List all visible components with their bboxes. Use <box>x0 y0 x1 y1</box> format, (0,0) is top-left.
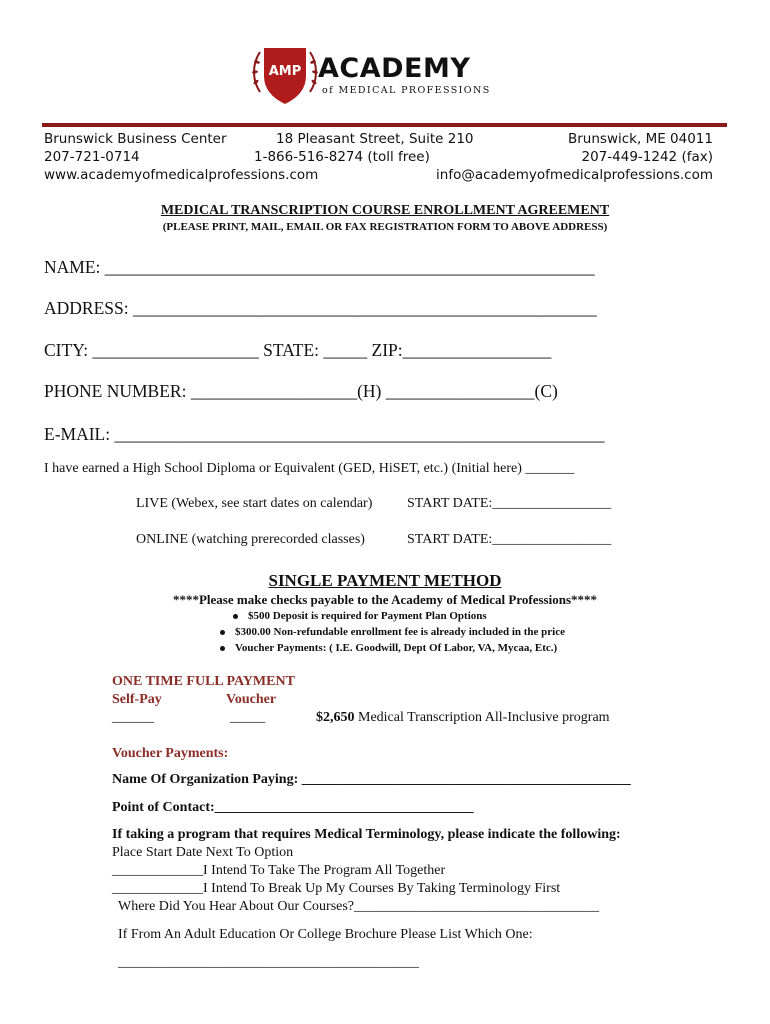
place-start-date-instruction: Place Start Date Next To Option <box>112 845 294 860</box>
hear-about-field[interactable]: Where Did You Hear About Our Courses?___________________________________ <box>118 899 600 914</box>
header-email[interactable]: info@academyofmedicalprofessions.com <box>436 167 713 183</box>
bullet-icon <box>220 646 225 651</box>
logo-name: ACADEMY <box>318 53 471 84</box>
brochure-question: If From An Adult Education Or College Brochure Please List Which One: <box>118 927 533 942</box>
bullet-enrollment-fee: $300.00 Non-refundable enrollment fee is already included in the price <box>220 626 565 638</box>
form-subtitle: (PLEASE PRINT, MAIL, EMAIL OR FAX REGISTRATION FORM TO ABOVE ADDRESS) <box>162 221 608 233</box>
bullet-icon <box>220 630 225 635</box>
bullet-voucher-payments: Voucher Payments: ( I.E. Goodwill, Dept Of Labor, VA, Mycaa, Etc.) <box>220 642 557 654</box>
academy-emblem-icon <box>250 42 320 108</box>
online-option-label: ONLINE (watching prerecorded classes) <box>136 532 365 547</box>
option-all-together-field[interactable]: _____________I Intend To Take The Program All Together <box>112 863 446 878</box>
address-field[interactable]: ADDRESS: _____________________________________________________ <box>44 298 597 318</box>
header-line-1-center: 18 Pleasant Street, Suite 210 <box>276 131 474 147</box>
phone-field[interactable]: PHONE NUMBER: ___________________(H) _________________(C) <box>44 381 558 401</box>
voucher-payments-heading: Voucher Payments: <box>112 746 229 761</box>
self-pay-blank[interactable]: ______ <box>112 710 154 725</box>
city-state-zip-field[interactable]: CITY: ___________________ STATE: _____ ZIP:_________________ <box>44 340 552 360</box>
name-field[interactable]: NAME: ________________________________________________________ <box>44 257 595 277</box>
diploma-initial-field[interactable]: I have earned a High School Diploma or Equivalent (GED, HiSET, etc.) (Initial here) _______ <box>44 461 575 476</box>
header-line-2-center: 1-866-516-8274 (toll free) <box>254 149 430 165</box>
option-break-up-field[interactable]: _____________I Intend To Break Up My Courses By Taking Terminology First <box>112 881 561 896</box>
online-start-date-field[interactable]: START DATE:_________________ <box>407 532 612 547</box>
brochure-answer-field[interactable]: ___________________________________________ <box>118 955 419 970</box>
bullet-deposit: $500 Deposit is required for Payment Plan Options <box>233 610 487 622</box>
point-of-contact-field[interactable]: Point of Contact:_____________________________________ <box>112 800 474 815</box>
organization-paying-field[interactable]: Name Of Organization Paying: _______________________________________________ <box>112 772 631 787</box>
header-line-1-right: Brunswick, ME 04011 <box>568 131 713 147</box>
payment-note: ****Please make checks payable to the Academy of Medical Professions**** <box>172 592 598 607</box>
header-website[interactable]: www.academyofmedicalprofessions.com <box>44 167 319 183</box>
svg-text:AMP: AMP <box>268 64 302 79</box>
payment-title: SINGLE PAYMENT METHOD <box>268 571 502 590</box>
form-title: MEDICAL TRANSCRIPTION COURSE ENROLLMENT AGREEMENT <box>160 203 610 218</box>
header-line-2-left: 207-721-0714 <box>44 149 140 165</box>
self-pay-label: Self-Pay <box>112 692 162 707</box>
terminology-heading: If taking a program that requires Medical Terminology, please indicate the following: <box>112 827 621 842</box>
voucher-label: Voucher <box>226 692 277 707</box>
header-rule <box>42 123 727 127</box>
live-option-label: LIVE (Webex, see start dates on calendar) <box>136 496 373 511</box>
program-price: $2,650 Medical Transcription All-Inclusive program <box>316 710 610 725</box>
voucher-blank[interactable]: _____ <box>230 710 265 725</box>
header-line-2-right: 207-449-1242 (fax) <box>581 149 713 165</box>
bullet-icon <box>233 614 238 619</box>
header-line-1-left: Brunswick Business Center <box>44 131 227 147</box>
live-start-date-field[interactable]: START DATE:_________________ <box>407 496 612 511</box>
logo-tagline: of MEDICAL PROFESSIONS <box>322 85 491 96</box>
email-field[interactable]: E-MAIL: ________________________________________________________ <box>44 424 605 444</box>
one-time-payment-heading: ONE TIME FULL PAYMENT <box>112 674 295 689</box>
